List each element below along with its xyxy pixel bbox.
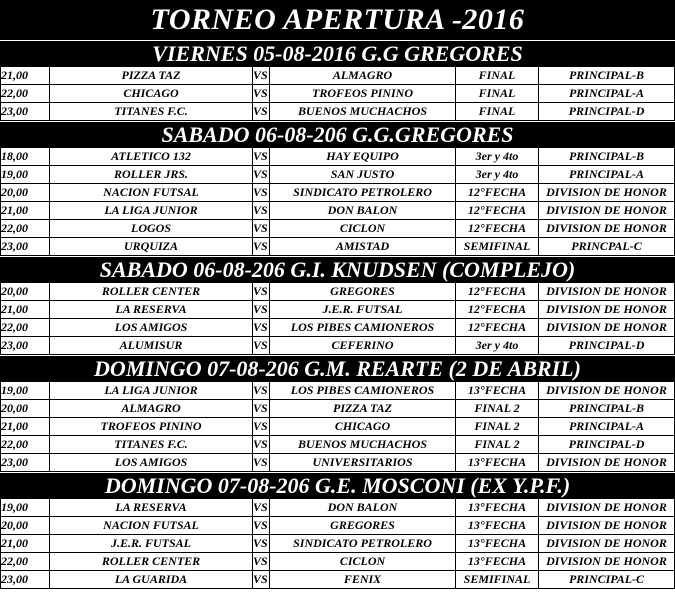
vs-label: VS — [253, 238, 270, 256]
away-team: FENIX — [270, 571, 456, 589]
table-row — [1, 319, 675, 337]
sections-container — [0, 40, 675, 589]
home-team: LOGOS — [50, 220, 253, 238]
match-time: 22,00 — [1, 319, 50, 337]
away-team: GREGORES — [270, 283, 456, 301]
home-team: LA RESERVA — [50, 499, 253, 517]
match-round: FINAL — [456, 103, 539, 121]
vs-label: VS — [253, 337, 270, 355]
match-time: 20,00 — [1, 283, 50, 301]
table-row — [1, 418, 675, 436]
home-team: LA LIGA JUNIOR — [50, 202, 253, 220]
table-row — [1, 535, 675, 553]
table-row — [1, 148, 675, 166]
home-team: LA RESERVA — [50, 301, 253, 319]
vs-label: VS — [253, 283, 270, 301]
vs-label: VS — [253, 184, 270, 202]
home-team: ALMAGRO — [50, 400, 253, 418]
match-round: 13°FECHA — [456, 454, 539, 472]
table-row — [1, 283, 675, 301]
match-round: 12°FECHA — [456, 301, 539, 319]
vs-label: VS — [253, 202, 270, 220]
match-category: DIVISION DE HONOR — [539, 220, 675, 238]
table-row — [1, 238, 675, 256]
away-team: SINDICATO PETROLERO — [270, 184, 456, 202]
home-team: ATLETICO 132 — [50, 148, 253, 166]
match-category: PRINCIPAL-A — [539, 166, 675, 184]
home-team: TITANES F.C. — [50, 436, 253, 454]
match-round: 13°FECHA — [456, 517, 539, 535]
match-category: PRINCIPAL-D — [539, 337, 675, 355]
away-team: ALMAGRO — [270, 67, 456, 85]
home-team: LA GUARIDA — [50, 571, 253, 589]
match-category: DIVISION DE HONOR — [539, 202, 675, 220]
match-category: DIVISION DE HONOR — [539, 499, 675, 517]
vs-label: VS — [253, 436, 270, 454]
schedule-table — [0, 381, 675, 472]
match-category: PRINCIPAL-B — [539, 67, 675, 85]
away-team: BUENOS MUCHACHOS — [270, 103, 456, 121]
match-time: 21,00 — [1, 301, 50, 319]
table-row — [1, 220, 675, 238]
match-time: 21,00 — [1, 67, 50, 85]
home-team: LOS AMIGOS — [50, 454, 253, 472]
match-round: SEMIFINAL — [456, 238, 539, 256]
match-round: 12°FECHA — [456, 220, 539, 238]
match-category: DIVISION DE HONOR — [539, 184, 675, 202]
table-row — [1, 400, 675, 418]
home-team: ROLLER CENTER — [50, 553, 253, 571]
match-time: 22,00 — [1, 436, 50, 454]
vs-label: VS — [253, 454, 270, 472]
match-category: PRINCPAL-C — [539, 238, 675, 256]
match-round: 13°FECHA — [456, 553, 539, 571]
match-time: 18,00 — [1, 148, 50, 166]
match-time: 19,00 — [1, 166, 50, 184]
match-category: PRINCIPAL-B — [539, 400, 675, 418]
match-time: 22,00 — [1, 553, 50, 571]
vs-label: VS — [253, 499, 270, 517]
match-round: 12°FECHA — [456, 202, 539, 220]
away-team: GREGORES — [270, 517, 456, 535]
match-category: DIVISION DE HONOR — [539, 517, 675, 535]
table-row — [1, 337, 675, 355]
match-category: DIVISION DE HONOR — [539, 535, 675, 553]
match-category: DIVISION DE HONOR — [539, 301, 675, 319]
match-time: 23,00 — [1, 103, 50, 121]
vs-label: VS — [253, 571, 270, 589]
home-team: ROLLER CENTER — [50, 283, 253, 301]
home-team: J.E.R. FUTSAL — [50, 535, 253, 553]
away-team: HAY EQUIPO — [270, 148, 456, 166]
match-category: PRINCIPAL-A — [539, 418, 675, 436]
match-round: 3er y 4to — [456, 166, 539, 184]
home-team: TITANES F.C. — [50, 103, 253, 121]
away-team: CICLON — [270, 220, 456, 238]
vs-label: VS — [253, 418, 270, 436]
away-team: TROFEOS PININO — [270, 85, 456, 103]
match-round: 12°FECHA — [456, 319, 539, 337]
schedule-table — [0, 66, 675, 121]
table-row — [1, 553, 675, 571]
match-time: 23,00 — [1, 337, 50, 355]
away-team: CHICAGO — [270, 418, 456, 436]
away-team: AMISTAD — [270, 238, 456, 256]
vs-label: VS — [253, 553, 270, 571]
away-team: DON BALON — [270, 499, 456, 517]
vs-label: VS — [253, 85, 270, 103]
match-round: SEMIFINAL — [456, 571, 539, 589]
away-team: SAN JUSTO — [270, 166, 456, 184]
table-row — [1, 166, 675, 184]
match-round: FINAL 2 — [456, 436, 539, 454]
table-row — [1, 184, 675, 202]
vs-label: VS — [253, 535, 270, 553]
match-round: 3er y 4to — [456, 337, 539, 355]
match-round: 13°FECHA — [456, 535, 539, 553]
vs-label: VS — [253, 220, 270, 238]
table-row — [1, 517, 675, 535]
section-header: SABADO 06-08-206 G.G.GREGORES — [0, 121, 675, 147]
match-category: PRINCIPAL-B — [539, 148, 675, 166]
match-category: PRINCIPAL-D — [539, 436, 675, 454]
table-row — [1, 103, 675, 121]
match-time: 20,00 — [1, 184, 50, 202]
table-row — [1, 202, 675, 220]
home-team: TROFEOS PININO — [50, 418, 253, 436]
match-round: 13°FECHA — [456, 382, 539, 400]
home-team: NACION FUTSAL — [50, 517, 253, 535]
away-team: LOS PIBES CAMIONEROS — [270, 382, 456, 400]
match-round: 3er y 4to — [456, 148, 539, 166]
table-row — [1, 85, 675, 103]
home-team: PIZZA TAZ — [50, 67, 253, 85]
match-category: DIVISION DE HONOR — [539, 454, 675, 472]
away-team: PIZZA TAZ — [270, 400, 456, 418]
page-title: TORNEO APERTURA -2016 — [0, 0, 675, 40]
home-team: CHICAGO — [50, 85, 253, 103]
match-time: 19,00 — [1, 499, 50, 517]
match-round: FINAL — [456, 67, 539, 85]
schedule-table — [0, 282, 675, 355]
match-category: DIVISION DE HONOR — [539, 319, 675, 337]
table-row — [1, 454, 675, 472]
match-round: FINAL 2 — [456, 400, 539, 418]
match-category: PRINCIPAL-C — [539, 571, 675, 589]
match-time: 19,00 — [1, 382, 50, 400]
match-time: 23,00 — [1, 571, 50, 589]
vs-label: VS — [253, 517, 270, 535]
section-header: DOMINGO 07-08-206 G.M. REARTE (2 DE ABRIL) — [0, 355, 675, 381]
schedule-table — [0, 498, 675, 589]
section-header: SABADO 06-08-206 G.I. KNUDSEN (COMPLEJO) — [0, 256, 675, 282]
vs-label: VS — [253, 67, 270, 85]
match-round: 12°FECHA — [456, 283, 539, 301]
vs-label: VS — [253, 382, 270, 400]
home-team: NACION FUTSAL — [50, 184, 253, 202]
vs-label: VS — [253, 148, 270, 166]
match-category: PRINCIPAL-D — [539, 103, 675, 121]
match-time: 23,00 — [1, 238, 50, 256]
match-time: 22,00 — [1, 220, 50, 238]
table-row — [1, 382, 675, 400]
match-round: 12°FECHA — [456, 184, 539, 202]
match-time: 20,00 — [1, 400, 50, 418]
match-round: 13°FECHA — [456, 499, 539, 517]
away-team: UNIVERSITARIOS — [270, 454, 456, 472]
section-header: VIERNES 05-08-2016 G.G GREGORES — [0, 40, 675, 66]
away-team: J.E.R. FUTSAL — [270, 301, 456, 319]
match-time: 23,00 — [1, 454, 50, 472]
away-team: CEFERINO — [270, 337, 456, 355]
away-team: LOS PIBES CAMIONEROS — [270, 319, 456, 337]
match-time: 20,00 — [1, 517, 50, 535]
vs-label: VS — [253, 400, 270, 418]
away-team: DON BALON — [270, 202, 456, 220]
vs-label: VS — [253, 166, 270, 184]
vs-label: VS — [253, 319, 270, 337]
away-team: BUENOS MUCHACHOS — [270, 436, 456, 454]
match-time: 22,00 — [1, 85, 50, 103]
home-team: LOS AMIGOS — [50, 319, 253, 337]
section-header: DOMINGO 07-08-206 G.E. MOSCONI (EX Y.P.F.) — [0, 472, 675, 498]
table-row — [1, 499, 675, 517]
match-round: FINAL 2 — [456, 418, 539, 436]
table-row — [1, 436, 675, 454]
home-team: ROLLER JRS. — [50, 166, 253, 184]
away-team: SINDICATO PETROLERO — [270, 535, 456, 553]
match-time: 21,00 — [1, 418, 50, 436]
home-team: LA LIGA JUNIOR — [50, 382, 253, 400]
schedule-table — [0, 147, 675, 256]
match-round: FINAL — [456, 85, 539, 103]
match-category: PRINCIPAL-A — [539, 85, 675, 103]
match-category: DIVISION DE HONOR — [539, 283, 675, 301]
vs-label: VS — [253, 103, 270, 121]
home-team: ALUMISUR — [50, 337, 253, 355]
table-row — [1, 571, 675, 589]
table-row — [1, 301, 675, 319]
home-team: URQUIZA — [50, 238, 253, 256]
match-category: DIVISION DE HONOR — [539, 553, 675, 571]
vs-label: VS — [253, 301, 270, 319]
table-row — [1, 67, 675, 85]
match-category: DIVISION DE HONOR — [539, 382, 675, 400]
match-time: 21,00 — [1, 202, 50, 220]
away-team: CICLON — [270, 553, 456, 571]
match-time: 21,00 — [1, 535, 50, 553]
